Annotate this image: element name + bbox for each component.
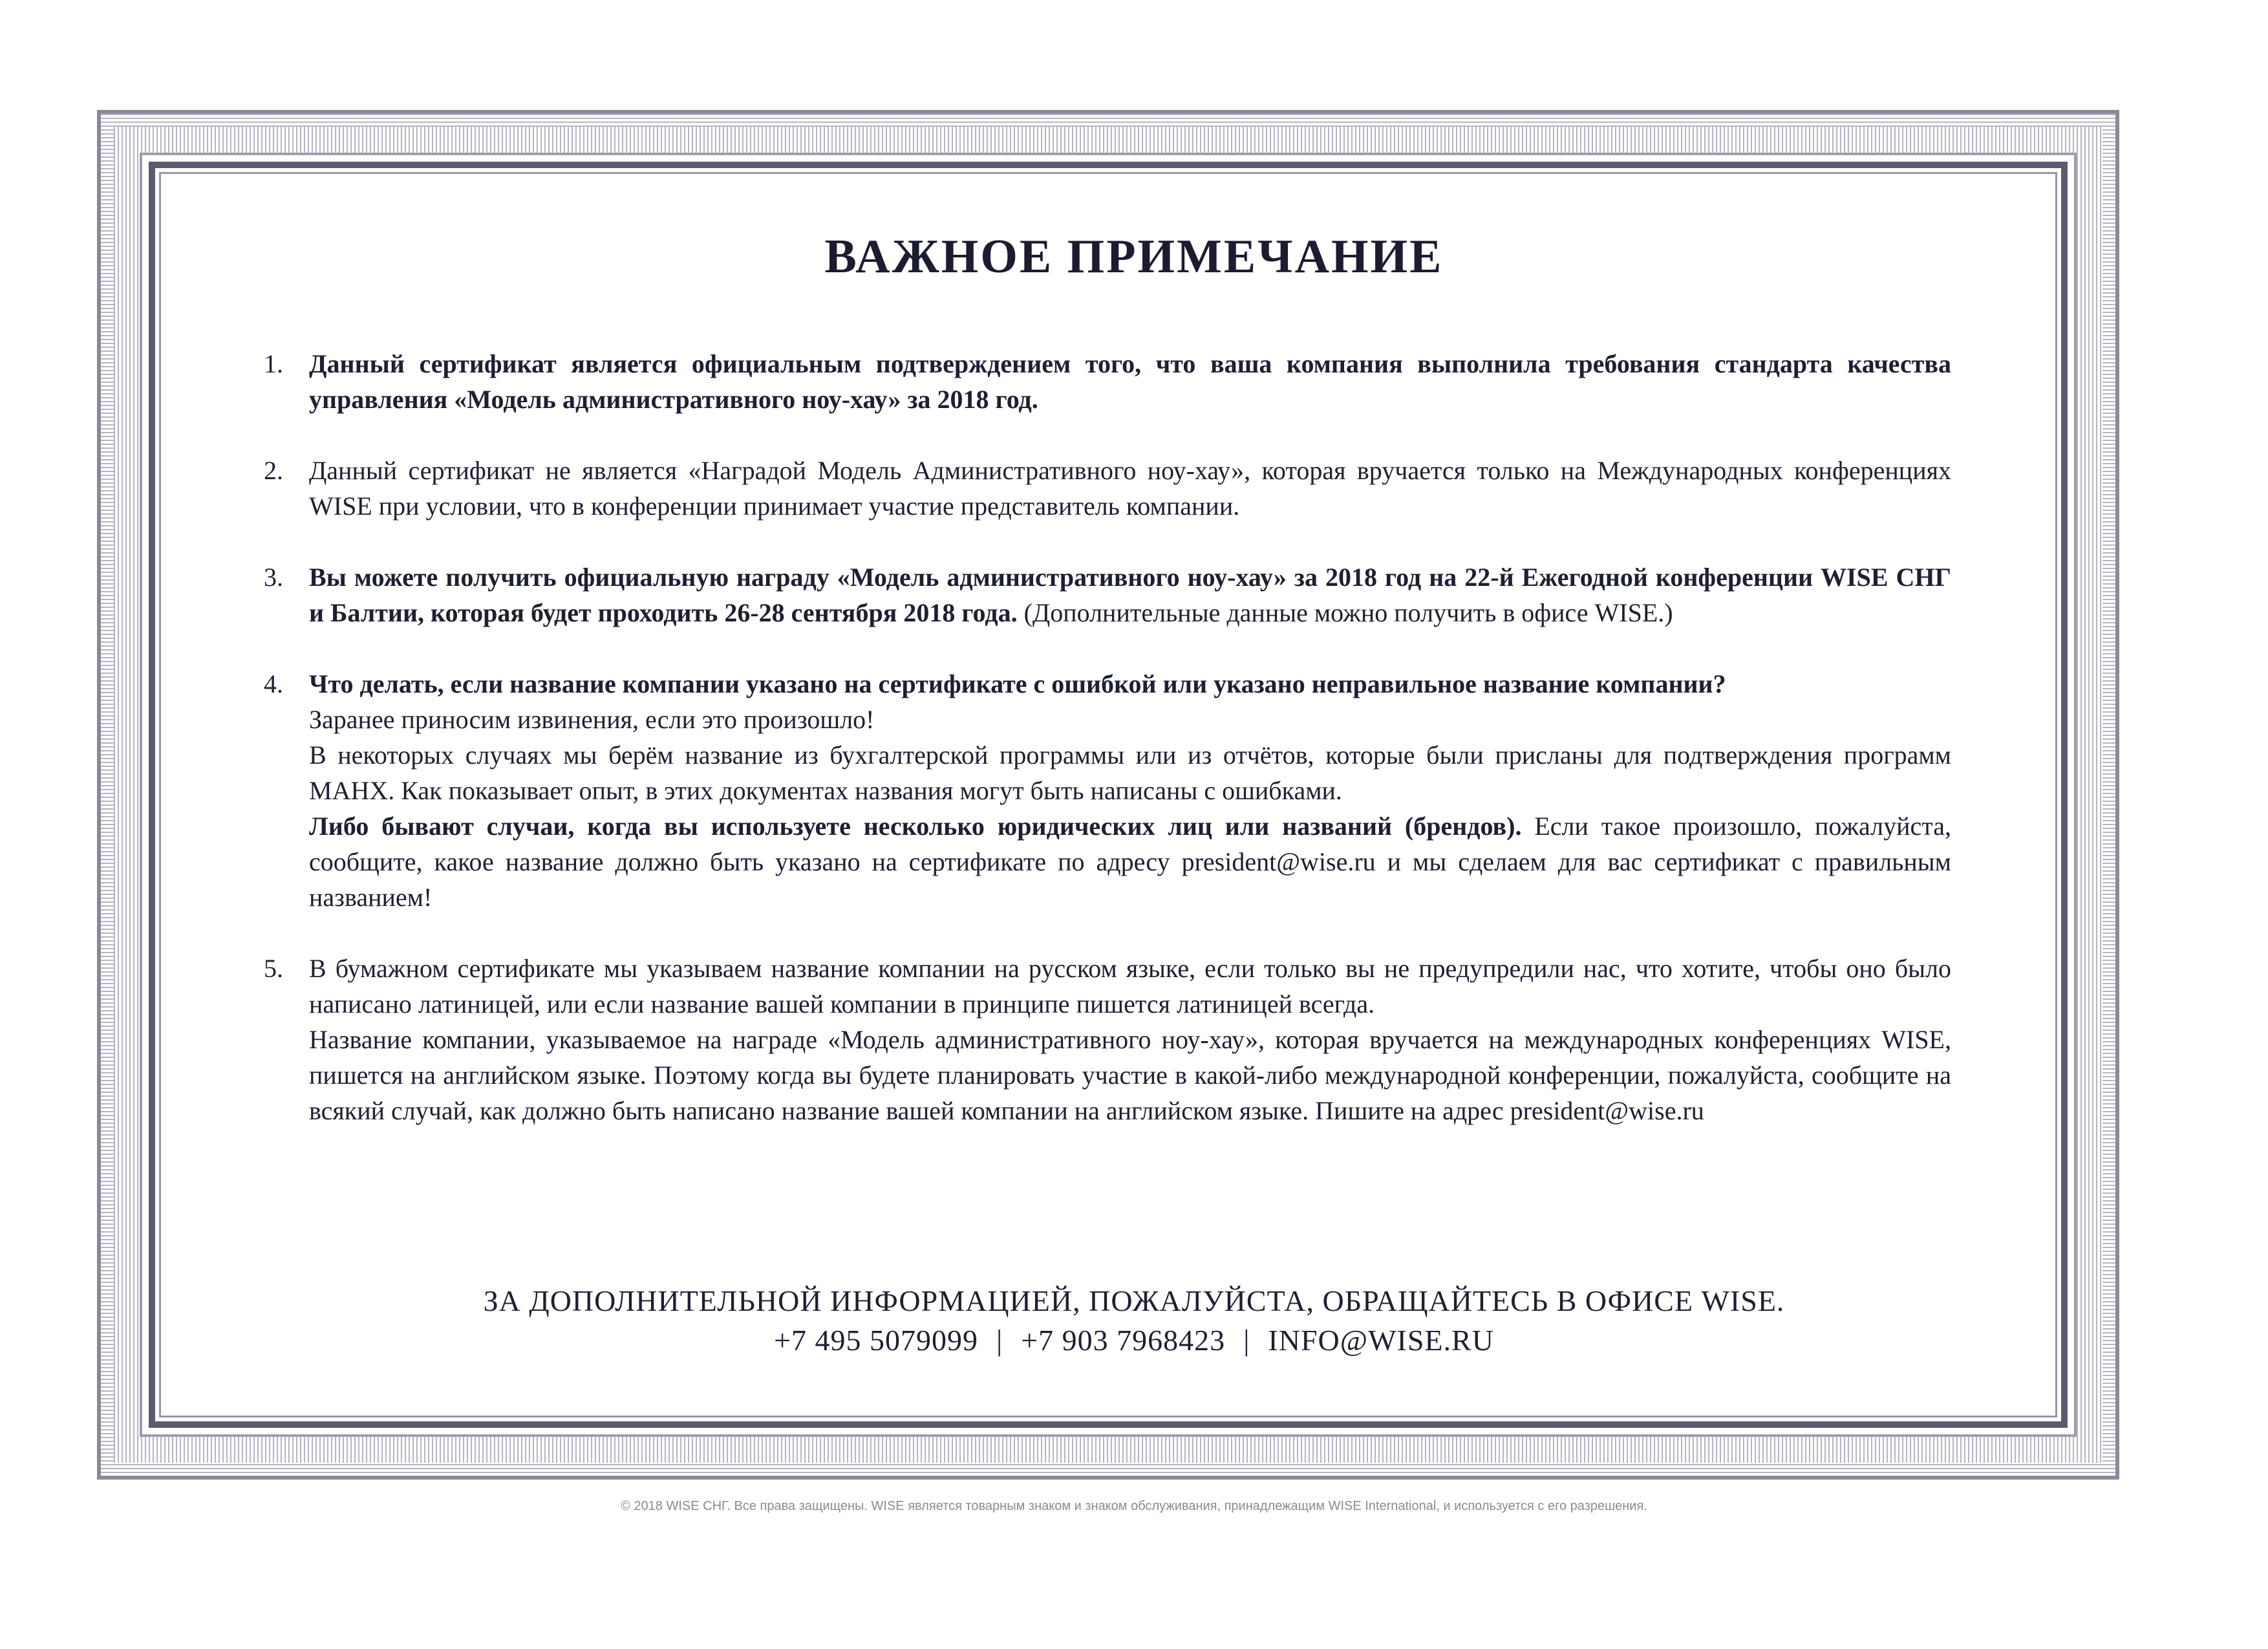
note-item-1	[257, 346, 1951, 417]
note-bold-text: Что делать, если название компании указано на сертификате с ошибкой или указано неправильное название компании?	[309, 669, 1726, 698]
note-number: 5.	[264, 954, 283, 983]
note-item-5	[257, 951, 1951, 1128]
note-bold-text: Вы можете получить официальную награду «Модель административного ноу-хау» за 2018 год на 22-й Ежегодной конференции WISE СНГ и Балтии, которая будет проходить 26-28 сентября 2018 года.	[309, 563, 1951, 627]
separator: |	[996, 1324, 1003, 1357]
note-paragraph	[309, 453, 1951, 524]
note-number: 2.	[264, 456, 283, 485]
note-item-3	[257, 559, 1951, 630]
note-apology: Заранее приносим извинения, если это произошло!	[309, 705, 875, 734]
note-number: 4.	[264, 669, 283, 698]
contact-email: INFO@WISE.RU	[1268, 1324, 1494, 1357]
note-explanation: В некоторых случаях мы берём название из бухгалтерской программы или из отчётов, которые были присланы для подтверждения программ МАНХ. Как показывает опыт, в этих документах названия могут быть написаны с ошибками.	[309, 740, 1951, 805]
separator: |	[1243, 1324, 1250, 1357]
note-paragraph	[309, 559, 1951, 630]
contact-heading: ЗА ДОПОЛНИТЕЛЬНОЙ ИНФОРМАЦИЕЙ, ПОЖАЛУЙСТА, ОБРАЩАЙТЕСЬ В ОФИСЕ WISE.	[483, 1284, 1785, 1317]
note-text: Если такое произошло, пожалуйста, сообщите, какое название должно быть указано на сертификате по адресу president@wise.ru и мы сделаем для вас сертификат с правильным названием!	[309, 812, 1952, 912]
note-number: 1.	[264, 349, 283, 378]
note-bold-text: Либо бывают случаи, когда вы используете несколько юридических лиц или названий (брендов).	[309, 812, 1522, 841]
note-item-2	[257, 453, 1951, 524]
notes-list	[257, 346, 1951, 1164]
note-paragraph	[309, 808, 1951, 915]
note-text: Данный сертификат не является «Наградой Модель Административного ноу-хау», которая вручается только на Международных конференциях WISE при условии, что в конференции принимает участие представитель компании.	[309, 456, 1951, 521]
copyright-footer: © 2018 WISE СНГ. Все права защищены. WISE является товарным знаком и знаком обслуживания, принадлежащим WISE International, и используется с его разрешения.	[621, 1499, 1647, 1513]
note-paragraph: В бумажном сертификате мы указываем название компании на русском языке, если только вы не предупредили нас, что хотите, чтобы оно было написано латиницей, или если название вашей компании в принципе пишется латиницей всегда.	[309, 954, 1951, 1018]
note-number: 3.	[264, 563, 283, 592]
phone-number-2: +7 903 7968423	[1021, 1324, 1226, 1357]
note-question	[309, 666, 1951, 702]
note-text: (Дополнительные данные можно получить в офисе WISE.)	[1017, 598, 1673, 627]
note-bold-text: Данный сертификат является официальным подтверждением того, что ваша компания выполнила требования стандарта качества управления «Модель административного ноу-хау» за 2018 год.	[309, 349, 1951, 414]
phone-number-1: +7 495 5079099	[774, 1324, 979, 1357]
note-paragraph-2: Название компании, указываемое на награде «Модель административного ноу-хау», которая вручается на международных конференциях WISE, пишется на английском языке. Поэтому когда вы будете планировать участие в какой-либо международной конференции, пожалуйста, сообщите на всякий случай, как должно быть написано название вашей компании на английском языке. Пишите на адрес president@wise.ru	[309, 1025, 1951, 1125]
note-item-4	[257, 666, 1951, 915]
page-title: ВАЖНОЕ ПРИМЕЧАНИЕ	[824, 230, 1444, 283]
contact-line	[0, 1323, 2268, 1357]
note-paragraph	[309, 346, 1951, 417]
